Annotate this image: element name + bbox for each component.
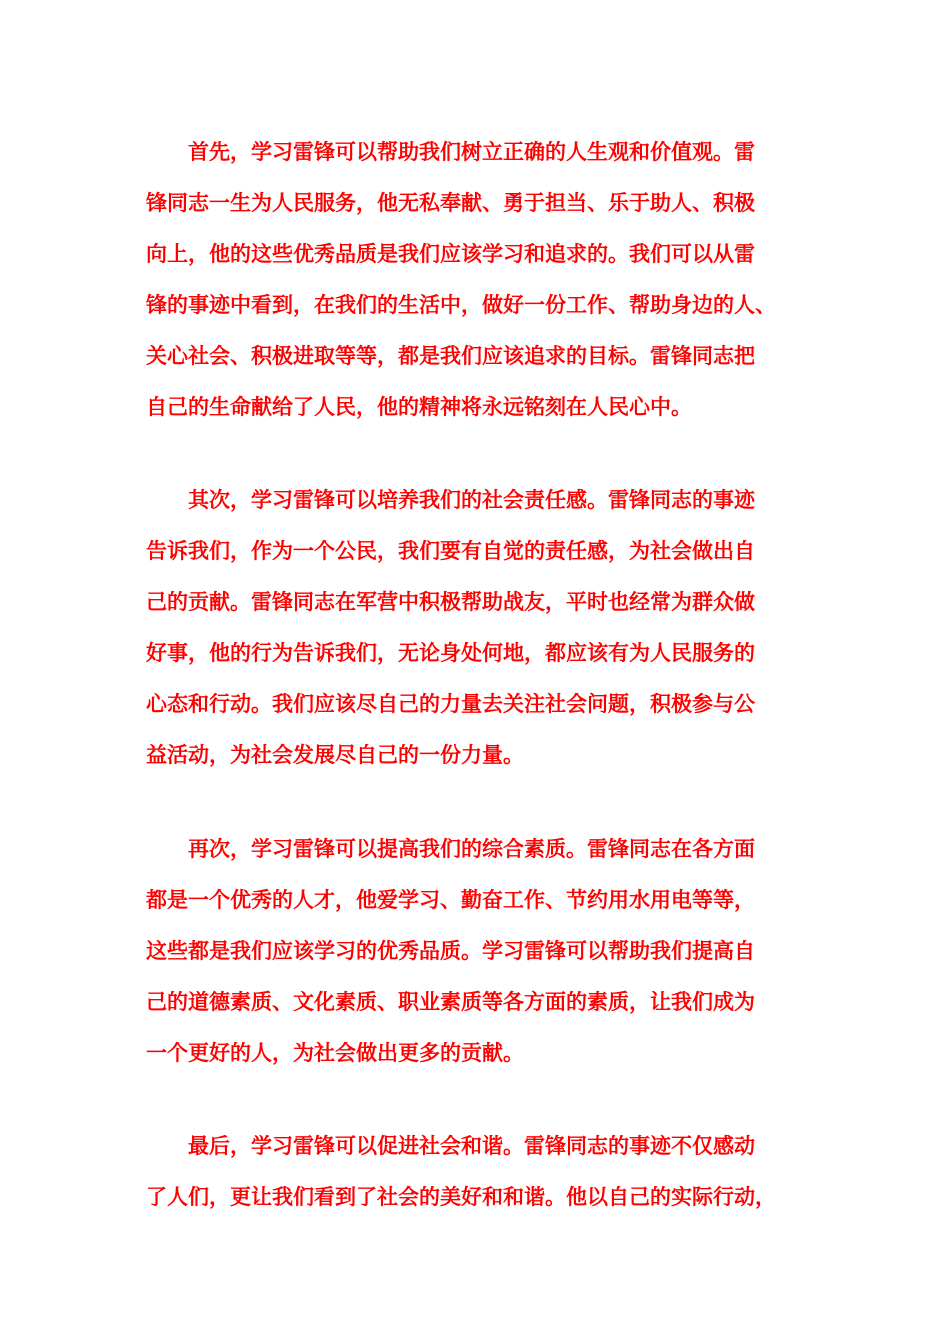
paragraph-line: 再次，学习雷锋可以提高我们的综合素质。雷锋同志在各方面 bbox=[188, 836, 755, 861]
paragraph-line: 告诉我们，作为一个公民，我们要有自觉的责任感，为社会做出自 bbox=[146, 538, 755, 563]
paragraph-line: 锋同志一生为人民服务，他无私奉献、勇于担当、乐于助人、积极 bbox=[146, 190, 755, 215]
paragraph-line: 其次，学习雷锋可以培养我们的社会责任感。雷锋同志的事迹 bbox=[188, 487, 755, 512]
paragraph-line: 锋的事迹中看到，在我们的生活中，做好一份工作、帮助身边的人、 bbox=[146, 292, 776, 317]
paragraph-line: 益活动，为社会发展尽自己的一份力量。 bbox=[146, 742, 524, 767]
paragraph-line: 了人们，更让我们看到了社会的美好和和谐。他以自己的实际行动， bbox=[146, 1184, 776, 1209]
paragraph-line: 关心社会、积极进取等等，都是我们应该追求的目标。雷锋同志把 bbox=[146, 343, 755, 368]
paragraph-line: 都是一个优秀的人才，他爱学习、勤奋工作、节约用水用电等等， bbox=[146, 887, 755, 912]
paragraph-line: 最后，学习雷锋可以促进社会和谐。雷锋同志的事迹不仅感动 bbox=[188, 1133, 755, 1158]
paragraph-line: 好事，他的行为告诉我们，无论身处何地，都应该有为人民服务的 bbox=[146, 640, 755, 665]
paragraph-line: 己的贡献。雷锋同志在军营中积极帮助战友，平时也经常为群众做 bbox=[146, 589, 755, 614]
paragraph-line: 心态和行动。我们应该尽自己的力量去关注社会问题，积极参与公 bbox=[146, 691, 755, 716]
paragraph-line: 这些都是我们应该学习的优秀品质。学习雷锋可以帮助我们提高自 bbox=[146, 938, 755, 963]
paragraph-line: 一个更好的人，为社会做出更多的贡献。 bbox=[146, 1040, 524, 1065]
paragraph-first bbox=[146, 126, 818, 432]
paragraph-line: 自己的生命献给了人民，他的精神将永远铭刻在人民心中。 bbox=[146, 394, 692, 419]
paragraph-fourth bbox=[146, 1120, 818, 1222]
paragraph-second bbox=[146, 474, 818, 780]
paragraph-third bbox=[146, 823, 818, 1078]
paragraph-line: 己的道德素质、文化素质、职业素质等各方面的素质，让我们成为 bbox=[146, 989, 755, 1014]
paragraph-line: 向上，他的这些优秀品质是我们应该学习和追求的。我们可以从雷 bbox=[146, 241, 755, 266]
paragraph-line: 首先，学习雷锋可以帮助我们树立正确的人生观和价值观。雷 bbox=[188, 139, 755, 164]
